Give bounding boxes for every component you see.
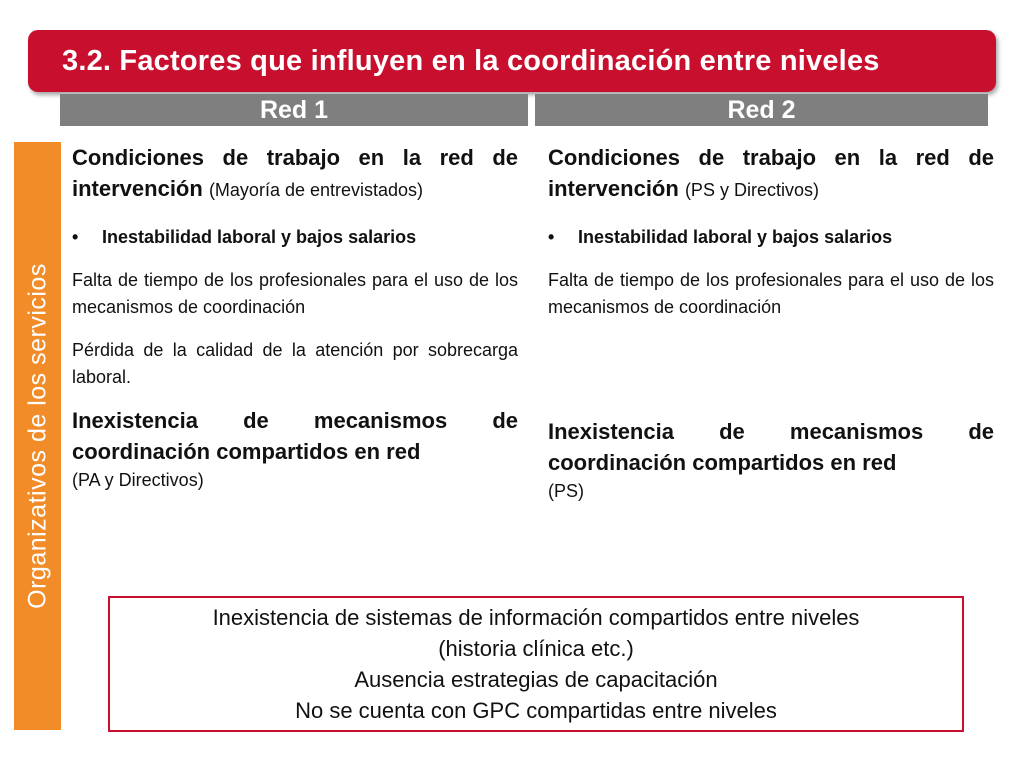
paragraph: Falta de tiempo de los profesionales para el uso de los mecanismos de coordinación <box>548 270 994 317</box>
conditions-heading-text: Condiciones de trabajo en la red de intervención <box>548 145 994 201</box>
conditions-heading <box>72 142 518 206</box>
summary-line: Inexistencia de sistemas de información compartidos entre niveles <box>212 605 860 630</box>
bullet-text: Inestabilidad laboral y bajos salarios <box>102 227 417 247</box>
title-bar <box>28 30 996 92</box>
mechanisms-heading-text: Inexistencia de mecanismos de coordinación compartidos en red <box>72 408 518 464</box>
mechanisms-note: (PS) <box>548 481 584 501</box>
slide-title: 3.2. Factores que influyen en la coordinación entre niveles <box>62 44 880 77</box>
bullet-text: Inestabilidad laboral y bajos salarios <box>578 227 893 247</box>
mechanisms-heading <box>548 416 994 478</box>
conditions-heading <box>548 142 994 206</box>
conditions-note: (PS y Directivos) <box>684 180 819 200</box>
conditions-note: (Mayoría de entrevistados) <box>208 180 424 200</box>
conditions-heading-text: Condiciones de trabajo en la red de intervención <box>72 145 518 201</box>
summary-line: Ausencia estrategias de capacitación <box>354 667 718 692</box>
bullet-item <box>548 224 994 251</box>
column-header-red-2: Red 2 <box>535 94 988 126</box>
summary-line: (historia clínica etc.) <box>438 636 634 661</box>
summary-line: No se cuenta con GPC compartidas entre niveles <box>295 698 777 723</box>
side-category-band <box>14 142 61 730</box>
column-red-1 <box>72 142 518 494</box>
mechanisms-heading <box>72 405 518 467</box>
bullet-item <box>72 224 518 251</box>
mechanisms-note: (PA y Directivos) <box>72 470 204 490</box>
column-red-2 <box>548 142 994 505</box>
mechanisms-heading-text: Inexistencia de mecanismos de coordinación compartidos en red <box>548 419 994 475</box>
paragraph: Falta de tiempo de los profesionales para el uso de los mecanismos de coordinación <box>72 270 518 317</box>
bullet-icon: • <box>72 227 79 247</box>
column-header-red-1: Red 1 <box>60 94 528 126</box>
paragraph: Pérdida de la calidad de la atención por sobrecarga laboral. <box>72 340 518 387</box>
side-category-label: Organizativos de los servicios <box>23 263 51 609</box>
summary-box <box>108 596 964 732</box>
bullet-icon: • <box>548 227 555 247</box>
